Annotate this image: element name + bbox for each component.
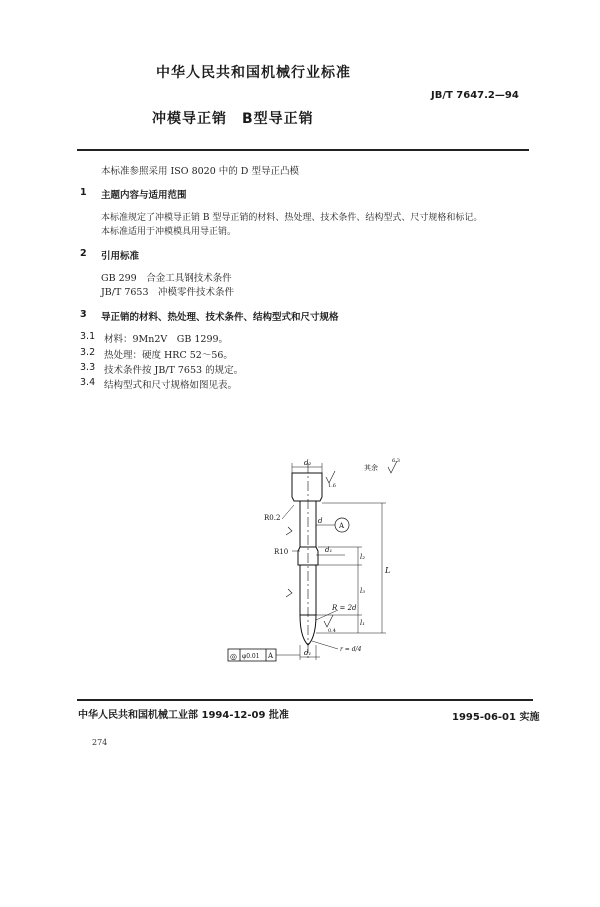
clause-3-2-number: 3.2 — [80, 347, 96, 358]
clause-3-4-text: 结构型式和尺寸规格如图见表。 — [104, 380, 238, 391]
section-1-title: 主题内容与适用范围 — [101, 190, 187, 201]
roughness-mark-left-1 — [286, 527, 292, 535]
standard-number: JB/T 7647.2—94 — [431, 90, 519, 101]
page-number: 274 — [92, 738, 108, 747]
footer-rule — [77, 699, 533, 701]
label-L: L — [385, 566, 391, 575]
section-1-line-2: 本标准适用于冲模模具用导正销。 — [101, 227, 237, 237]
approval-text: 中华人民共和国机械工业部 1994-12-09 批准 — [78, 710, 289, 721]
tolerance-datum: A — [268, 652, 274, 660]
label-d2: d₂ — [304, 459, 312, 467]
section-3-number: 3 — [80, 309, 87, 320]
clause-3-1-text: 材料：9Mn2V GB 1299。 — [104, 334, 229, 345]
label-datum: A — [339, 522, 345, 530]
intro-text: 本标准参照采用 ISO 8020 中的 D 型导正凸模 — [101, 166, 299, 177]
section-3-title: 导正销的材料、热处理、技术条件、结构型式和尺寸规格 — [101, 312, 339, 323]
roughness-mark-tip — [324, 615, 333, 627]
roughness-mark-left-2 — [286, 589, 292, 597]
clause-3-1-number: 3.1 — [80, 331, 96, 342]
section-2-title: 引用标准 — [101, 251, 140, 262]
label-l3: l₃ — [360, 587, 366, 595]
label-r02: R0.2 — [264, 514, 281, 522]
header-rule — [77, 149, 529, 151]
clause-3-3-text: 技术条件按 JB/T 7653 的规定。 — [104, 365, 244, 376]
label-d1: d₁ — [325, 546, 333, 554]
guide-pin-drawing — [220, 455, 420, 670]
label-rough-top: 1.6 — [328, 483, 336, 489]
section-2-line-2: JB/T 7653 冲模零件技术条件 — [101, 287, 235, 298]
tolerance-symbol: ◎ — [230, 652, 237, 661]
clause-3-2-text: 热处理：硬度 HRC 52～56。 — [104, 350, 233, 361]
clause-3-4-number: 3.4 — [80, 377, 96, 388]
clause-3-3-number: 3.3 — [80, 362, 96, 373]
label-rest-rough: 6.3 — [392, 458, 400, 464]
label-rough-tip: 0.4 — [328, 628, 336, 634]
section-1-line-1: 本标准规定了冲模导正销 B 型导正销的材料、热处理、技术条件、结构型式、尺寸规格和标记。 — [101, 213, 483, 223]
section-2-number: 2 — [80, 248, 87, 259]
effective-text: 1995-06-01 实施 — [452, 712, 540, 723]
org-title: 中华人民共和国机械行业标准 — [156, 65, 351, 81]
tolerance-value: φ0.01 — [242, 653, 260, 660]
label-rd4: r = d/4 — [340, 646, 362, 653]
label-r10: R10 — [274, 548, 289, 556]
document-title: 冲模导正销 B型导正销 — [152, 111, 314, 127]
label-d1-bottom: d₁ — [304, 649, 312, 657]
r02-leader — [282, 505, 294, 519]
label-l1: l₁ — [360, 619, 366, 627]
pin-head — [292, 473, 322, 501]
label-r2d: R = 2d — [332, 604, 357, 612]
roughness-mark-top — [326, 471, 335, 483]
label-d: d — [318, 517, 323, 525]
section-2-line-1: GB 299 合金工具钢技术条件 — [101, 273, 232, 284]
label-rest: 其余 — [364, 464, 378, 472]
label-l2: l₂ — [360, 553, 366, 561]
section-1-number: 1 — [80, 187, 87, 198]
